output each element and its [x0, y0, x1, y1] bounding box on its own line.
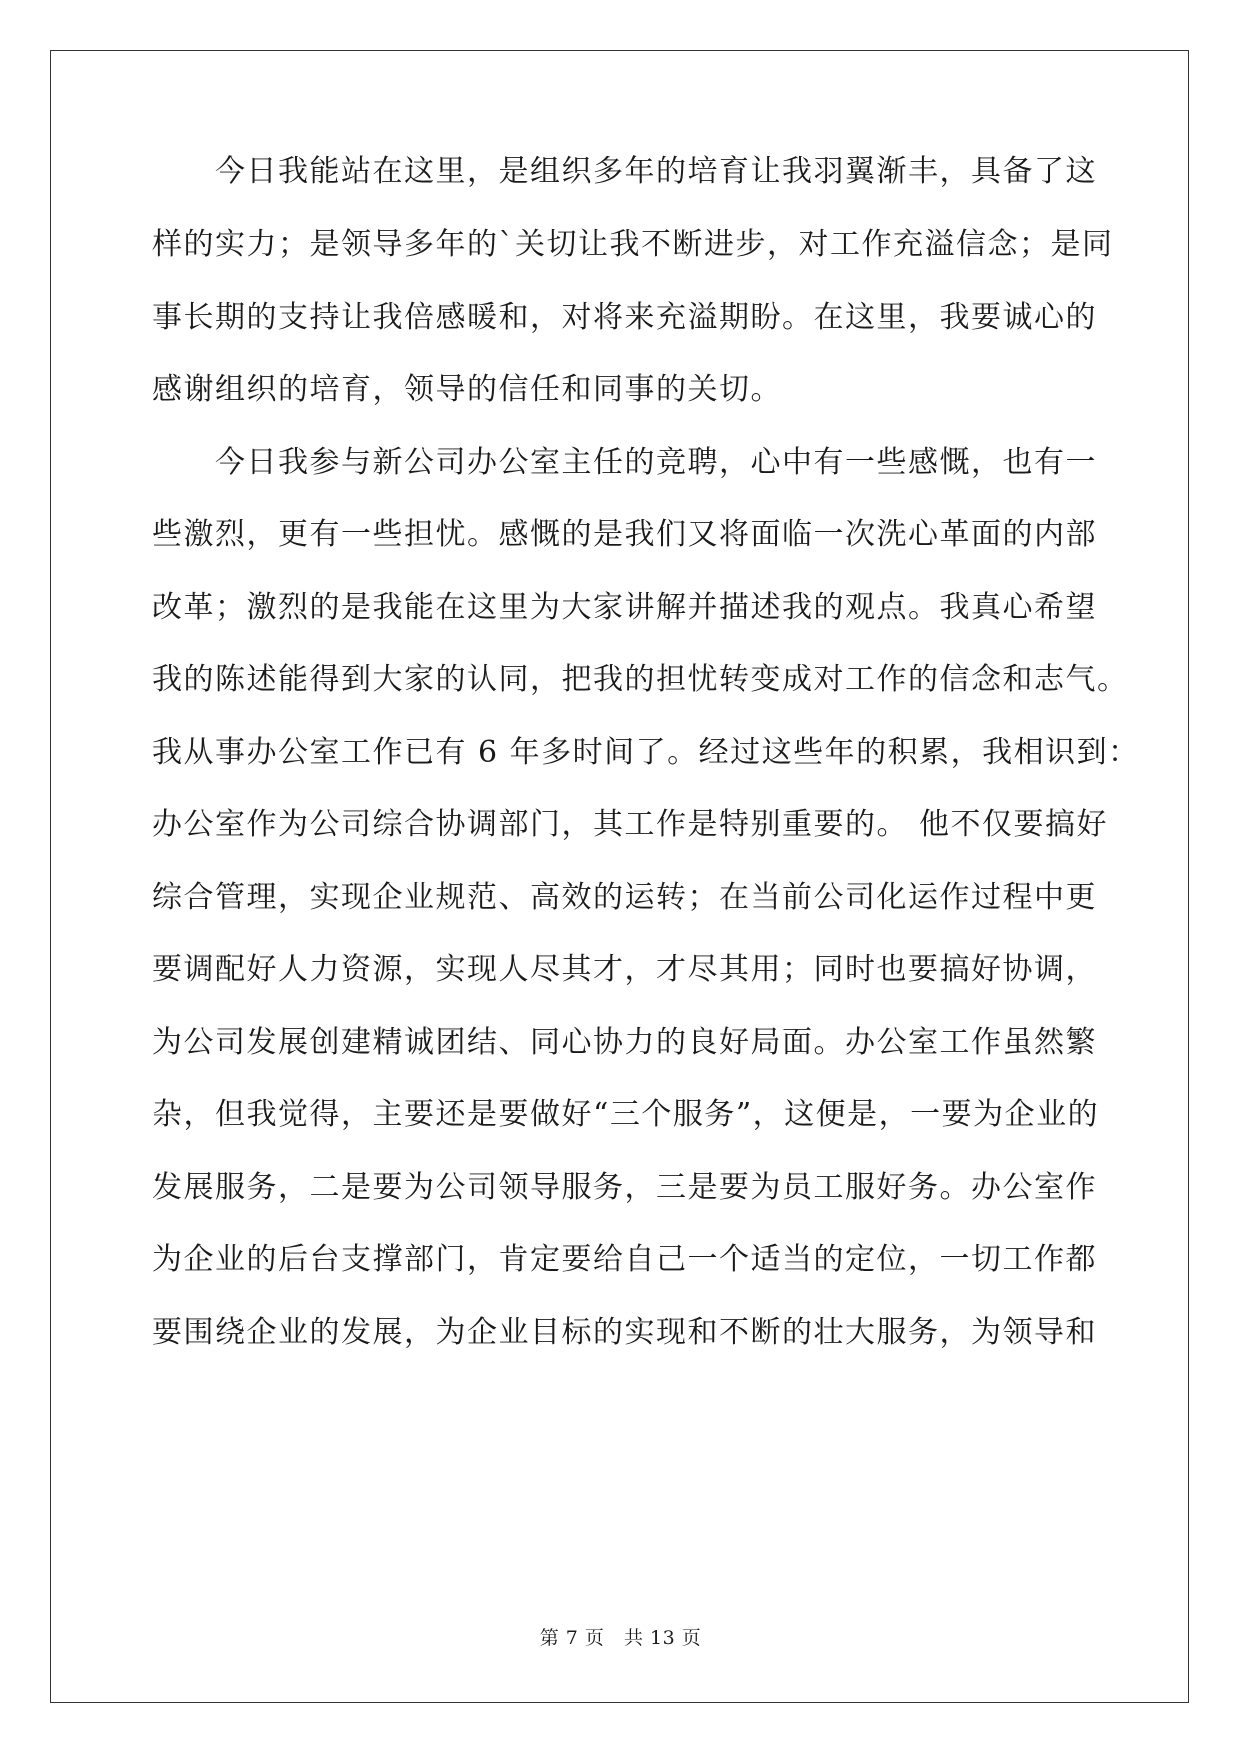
- text-line-1: 今日我能站在这里，是组织多年的培育让我羽翼渐丰，具备了这: [152, 154, 1097, 189]
- text-line-7: 改革；激烈的是我能在这里为大家讲解并描述我的观点。我真心希望: [152, 590, 1097, 625]
- text-line-12: 要调配好人力资源，实现人尽其才，才尽其用；同时也要搞好协调，: [152, 952, 1097, 987]
- text-line-10: 办公室作为公司综合协调部门，其工作是特别重要的。 他不仅要搞好: [152, 807, 1109, 842]
- text-line-5: 今日我参与新公司办公室主任的竞聘，心中有一些感慨，也有一: [152, 445, 1097, 480]
- text-line-2: 样的实力；是领导多年的`关切让我不断进步，对工作充溢信念；是同: [152, 227, 1114, 262]
- text-line-13: 为公司发展创建精诚团结、同心协力的良好局面。办公室工作虽然繁: [152, 1025, 1097, 1060]
- text-line-4: 感谢组织的培育，领导的信任和同事的关切。: [152, 372, 782, 407]
- text-line-8: 我的陈述能得到大家的认同，把我的担忧转变成对工作的信念和志气。: [152, 662, 1129, 697]
- text-line-3: 事长期的支持让我倍感暖和，对将来充溢期盼。在这里，我要诚心的: [152, 300, 1097, 335]
- page-total: 共 13 页: [623, 1627, 702, 1649]
- text-line-9: 我从事办公室工作已有 6 年多时间了。经过这些年的积累，我相识到：: [152, 735, 1140, 770]
- text-line-17: 要围绕企业的发展，为企业目标的实现和不断的壮大服务，为领导和: [152, 1315, 1097, 1350]
- page-footer: [0, 1626, 1241, 1650]
- text-line-11: 综合管理，实现企业规范、高效的运转；在当前公司化运作过程中更: [152, 880, 1097, 915]
- page-border: [50, 50, 1189, 1703]
- text-line-15: 发展服务，二是要为公司领导服务，三是要为员工服好务。办公室作: [152, 1170, 1097, 1205]
- text-line-14: 杂，但我觉得，主要还是要做好“三个服务”，这便是，一要为企业的: [152, 1097, 1100, 1132]
- text-line-6: 些激烈，更有一些担忧。感慨的是我们又将面临一次洗心革面的内部: [152, 517, 1097, 552]
- text-line-16: 为企业的后台支撑部门，肯定要给自己一个适当的定位，一切工作都: [152, 1242, 1097, 1277]
- page-number: 第 7 页: [539, 1627, 605, 1649]
